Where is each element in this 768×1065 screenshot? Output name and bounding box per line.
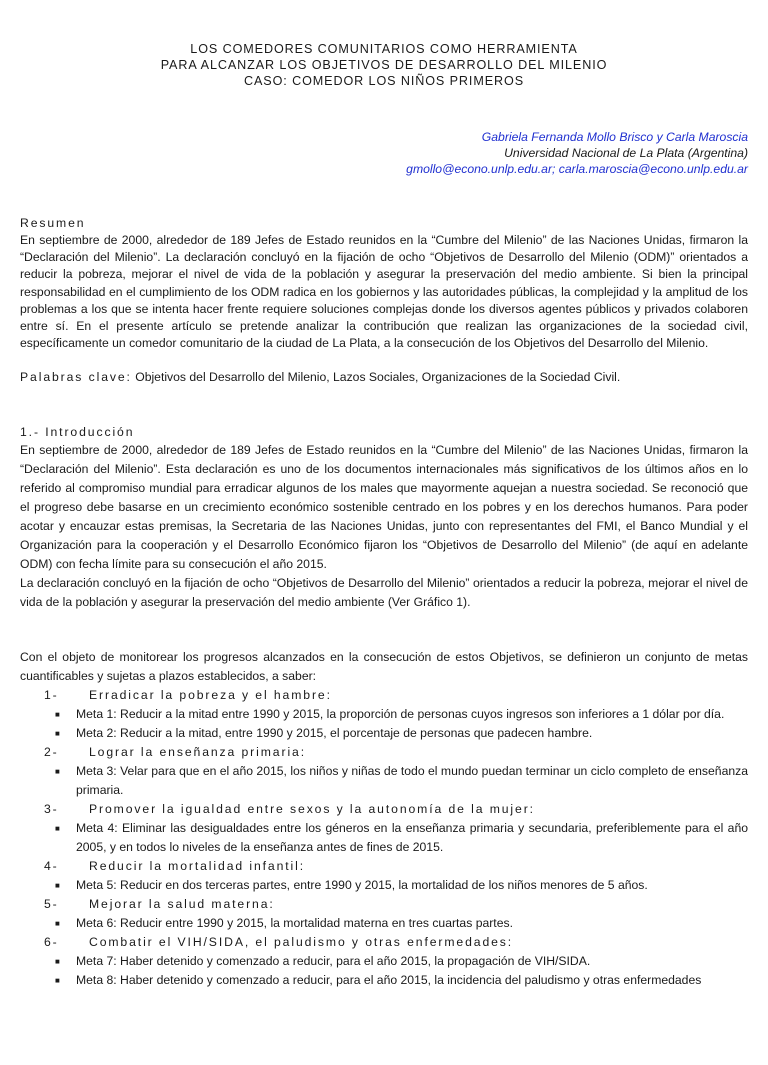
goal-item bbox=[20, 895, 748, 914]
meta-text: Meta 4: Eliminar las desigualdades entre los géneros en la enseñanza primaria y secundaria, preferiblemente para el año 2005, y en todos lo niveles de la enseñanza antes de fines de 2015. bbox=[76, 820, 748, 854]
goal-title: Reducir la mortalidad infantil: bbox=[89, 858, 306, 873]
abstract-text: En septiembre de 2000, alrededor de 189 Jefes de Estado reunidos en la “Cumbre del Milenio” de las Naciones Unidas, firmaron la “Declaración del Milenio”. La declaración concluyó en la fijación de ocho “Objetivos de Desarrollo del Milenio (ODM)” orientados a reducir la pobreza, mejorar el nivel de vida de la población y asegurar la preservación del medio ambiente. Si bien la principal responsabilidad en el cumplimiento de los ODM radica en los gobiernos y las autoridades públicas, la complejidad y la amplitud de los problemas a los que se intenta hacer frente requiere soluciones complejas donde los diversos agentes públicos y privados colaboren entre sí. En el presente artículo se pretende analizar la contribución que realizan las organizaciones de la sociedad civil, específicamente un comedor comunitario de la ciudad de La Plata, a la consecución de los Objetivos del Desarrollo del Milenio. bbox=[20, 233, 748, 351]
meta-item bbox=[20, 952, 748, 971]
keywords-text: Objetivos del Desarrollo del Milenio, Lazos Sociales, Organizaciones de la Sociedad Civil. bbox=[131, 370, 621, 385]
square-bullet-icon: ■ bbox=[55, 709, 60, 719]
meta-item bbox=[20, 876, 748, 895]
meta-text: Meta 7: Haber detenido y comenzado a reducir, para el año 2015, la propagación de VIH/SIDA. bbox=[76, 953, 591, 968]
author-block bbox=[20, 129, 748, 177]
goal-number: 1- bbox=[44, 687, 59, 702]
meta-item bbox=[20, 914, 748, 933]
meta-text: Meta 3: Velar para que en el año 2015, los niños y niñas de todo el mundo puedan terminar un ciclo completo de enseñanza primaria. bbox=[76, 763, 748, 797]
meta-item bbox=[20, 971, 748, 990]
meta-item bbox=[20, 705, 748, 724]
square-bullet-icon: ■ bbox=[55, 766, 60, 776]
goal-item bbox=[20, 933, 748, 952]
meta-item bbox=[20, 819, 748, 857]
goal-number: 5- bbox=[44, 896, 59, 911]
intro-paragraph-2: La declaración concluyó en la fijación de ocho “Objetivos de Desarrollo del Milenio” orientados a reducir la pobreza, mejorar el nivel de vida de la población y asegurar la preservación del medio ambiente (Ver Gráfico 1). bbox=[20, 575, 748, 609]
introduction-section bbox=[20, 424, 748, 686]
square-bullet-icon: ■ bbox=[55, 880, 60, 890]
meta-item bbox=[20, 724, 748, 743]
author-names: Gabriela Fernanda Mollo Brisco y Carla Maroscia bbox=[481, 130, 748, 144]
title-line-3: CASO: COMEDOR LOS NIÑOS PRIMEROS bbox=[243, 74, 524, 88]
paper-title bbox=[20, 41, 748, 89]
author-emails[interactable]: gmollo@econo.unlp.edu.ar; carla.maroscia@econo.unlp.edu.ar bbox=[406, 162, 748, 176]
meta-text: Meta 1: Reducir a la mitad entre 1990 y 2015, la proporción de personas cuyos ingresos son inferiores a 1 dólar por día. bbox=[76, 706, 725, 721]
meta-text: Meta 5: Reducir en dos terceras partes, entre 1990 y 2015, la mortalidad de los niños menores de 5 años. bbox=[76, 877, 648, 892]
goal-number: 3- bbox=[44, 801, 59, 816]
goal-number: 2- bbox=[44, 744, 59, 759]
goal-item bbox=[20, 800, 748, 819]
goal-title: Mejorar la salud materna: bbox=[89, 896, 275, 911]
meta-item bbox=[20, 762, 748, 800]
square-bullet-icon: ■ bbox=[55, 728, 60, 738]
meta-text: Meta 8: Haber detenido y comenzado a reducir, para el año 2015, la incidencia del paludismo y otras enfermedades bbox=[76, 972, 702, 987]
document-page bbox=[0, 41, 768, 1065]
square-bullet-icon: ■ bbox=[55, 823, 60, 833]
goal-number: 4- bbox=[44, 858, 59, 873]
meta-text: Meta 6: Reducir entre 1990 y 2015, la mortalidad materna en tres cuartas partes. bbox=[76, 915, 513, 930]
square-bullet-icon: ■ bbox=[55, 975, 60, 985]
intro-paragraph-1: En septiembre de 2000, alrededor de 189 Jefes de Estado reunidos en la “Cumbre del Milenio” de las Naciones Unidas, firmaron la “Declaración del Milenio”. Esta declaración es uno de los documentos internacionales más significativos de los últimos años en lo referido al compromiso mundial para erradicar algunos de los males que mayormente aquejan a nuestra sociedad. Se reconoció que el progreso debe basarse en un crecimiento económico sostenible centrado en los pobres y en los derechos humanos. Para poder acotar y encauzar estas premisas, la Secretaria de las Naciones Unidas, junto con representantes del FMI, el Banco Mundial y el Organización para la cooperación y el Desarrollo Económico fijaron los “Objetivos de Desarrollo del Milenio” (de aquí en adelante ODM) con fecha límite para su consecución el año 2015. bbox=[20, 442, 748, 571]
meta-text: Meta 2: Reducir a la mitad, entre 1990 y 2015, el porcentaje de personas que padecen hambre. bbox=[76, 725, 593, 740]
goal-number: 6- bbox=[44, 934, 59, 949]
author-affiliation: Universidad Nacional de La Plata (Argentina) bbox=[504, 146, 748, 160]
goal-title: Combatir el VIH/SIDA, el paludismo y otras enfermedades: bbox=[89, 934, 514, 949]
title-line-2: PARA ALCANZAR LOS OBJETIVOS DE DESARROLLO DEL MILENIO bbox=[160, 58, 608, 72]
abstract-section bbox=[20, 215, 748, 352]
abstract-heading: Resumen bbox=[20, 216, 86, 230]
goal-title: Erradicar la pobreza y el hambre: bbox=[89, 687, 332, 702]
goals-list bbox=[20, 686, 748, 990]
introduction-heading: 1.- Introducción bbox=[20, 424, 135, 439]
intro-paragraph-3: Con el objeto de monitorear los progresos alcanzados en la consecución de estos Objetivos, se definieron un conjunto de metas cuantificables y sujetas a plazos establecidos, a saber: bbox=[20, 649, 748, 683]
title-line-1: LOS COMEDORES COMUNITARIOS COMO HERRAMIENTA bbox=[190, 42, 578, 56]
square-bullet-icon: ■ bbox=[55, 918, 60, 928]
square-bullet-icon: ■ bbox=[55, 956, 60, 966]
goal-item bbox=[20, 857, 748, 876]
keywords bbox=[20, 369, 748, 386]
goal-title: Promover la igualdad entre sexos y la autonomía de la mujer: bbox=[89, 801, 535, 816]
keywords-label: Palabras clave: bbox=[20, 370, 132, 385]
goal-item bbox=[20, 686, 748, 705]
goal-item bbox=[20, 743, 748, 762]
goal-title: Lograr la enseñanza primaria: bbox=[89, 744, 307, 759]
